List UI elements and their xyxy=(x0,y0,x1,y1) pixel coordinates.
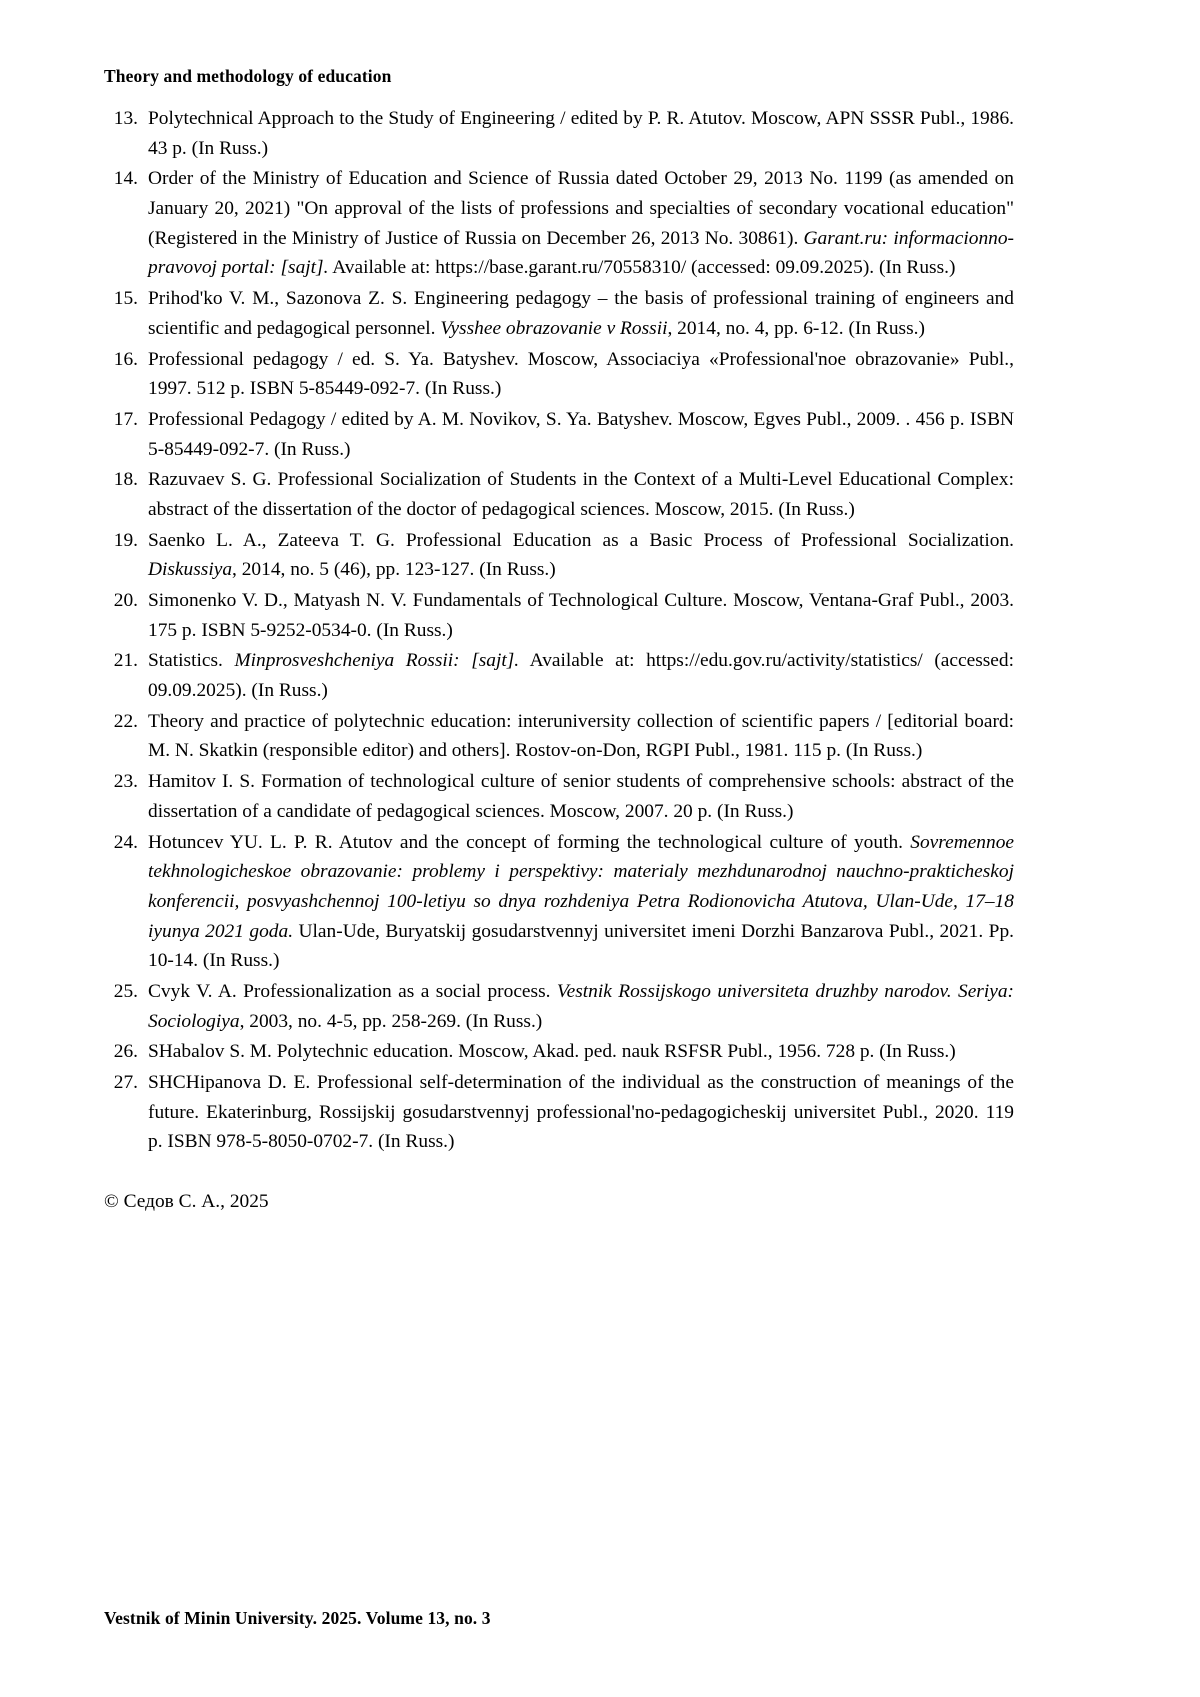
reference-text xyxy=(148,345,1014,404)
reference-text-run: Simonenko V. D., Matyash N. V. Fundamentals of Technological Culture. Moscow, Ventana-Graf Publ., 2003. 175 p. ISBN 5-9252-0534-0. (In Russ.) xyxy=(148,590,1014,641)
reference-text-run: Hotuncev YU. L. P. R. Atutov and the concept of forming the technological culture of youth. xyxy=(148,831,911,853)
reference-item xyxy=(104,405,1014,464)
reference-text-run: Theory and practice of polytechnic education: interuniversity collection of scientific papers / [editorial board: M. N. Skatkin (responsible editor) and others]. Rostov-on-Don, RGPI Publ., 1981. 115 p. (In Russ.) xyxy=(148,710,1014,762)
reference-text-run: Order of the Ministry of Education and Science of Russia dated October 29, 2013 No. 1199 (as amended on January 20, 2021) "On approval of the lists of professions and specialties of secondary vocational education" (Registered in the Ministry of Justice of Russia on December 26, 2013 No. 30861). xyxy=(148,168,1014,249)
reference-item xyxy=(104,1068,1014,1157)
reference-item xyxy=(104,526,1014,585)
reference-text-run: Hamitov I. S. Formation of technological culture of senior students of comprehensive schools: abstract of the dissertation of a candidate of pedagogical sciences. Moscow, 2007. 20 p. (In Russ.) xyxy=(148,771,1014,822)
reference-text xyxy=(148,707,1014,766)
reference-text xyxy=(148,405,1014,464)
reference-text xyxy=(148,526,1014,585)
reference-text-run: Professional pedagogy / ed. S. Ya. Batyshev. Moscow, Associaciya «Professional'noe obrazovanie» Publ., 1997. 512 p. ISBN 5-85449-092-7. (In Russ.) xyxy=(148,348,1014,400)
reference-item xyxy=(104,707,1014,766)
reference-text xyxy=(148,586,1014,645)
reference-item xyxy=(104,164,1014,283)
reference-text-run: Razuvaev S. G. Professional Socialization of Students in the Context of a Multi-Level Educational Complex: abstract of the dissertation of the doctor of pedagogical sciences. Moscow, 2015. (In Russ.) xyxy=(148,469,1014,520)
reference-text xyxy=(148,646,1014,705)
reference-text xyxy=(148,284,1014,343)
reference-source-italic: Vysshee obrazovanie v Rossii xyxy=(440,317,668,339)
reference-item xyxy=(104,977,1014,1036)
reference-text-run: , 2014, no. 5 (46), pp. 123-127. (In Russ.) xyxy=(232,559,556,581)
reference-text-run: , 2003, no. 4-5, pp. 258-269. (In Russ.) xyxy=(239,1010,543,1032)
reference-text xyxy=(148,164,1014,283)
reference-source-italic: Diskussiya xyxy=(148,559,233,581)
reference-text-run: Statistics. xyxy=(148,650,235,672)
reference-text-run: , 2014, no. 4, pp. 6-12. (In Russ.) xyxy=(667,317,925,339)
reference-text-run: Saenko L. A., Zateeva T. G. Professional Education as a Basic Process of Professional Socialization. xyxy=(148,529,1014,551)
reference-text-run: SHCHipanova D. E. Professional self-determination of the individual as the construction of meanings of the future. Ekaterinburg, Rossijskij gosudarstvennyj professional'no-pedagogicheskij universitet Publ., 2020. 119 p. ISBN 978-5-8050-0702-7. (In Russ.) xyxy=(148,1072,1014,1153)
reference-text xyxy=(148,828,1014,976)
reference-text-run: Prihod'ko V. M., Sazonova Z. S. Engineering pedagogy – the basis of professional training of engineers and scientific and pedagogical personnel. xyxy=(148,288,1014,339)
reference-source-italic: Minprosveshcheniya Rossii: [sajt]. xyxy=(234,650,520,672)
reference-item xyxy=(104,646,1014,705)
reference-source-italic: Vestnik Rossijskogo universiteta druzhby narodov. Seriya: Sociologiya xyxy=(148,980,1014,1032)
reference-text-run: Polytechnical Approach to the Study of Engineering / edited by P. R. Atutov. Moscow, APN SSSR Publ., 1986. 43 p. (In Russ.) xyxy=(148,108,1014,159)
reference-item xyxy=(104,284,1014,343)
running-header: Theory and methodology of education xyxy=(104,66,392,86)
reference-item xyxy=(104,767,1014,826)
references-section xyxy=(104,104,1014,1216)
reference-text-run: Cvyk V. A. Professionalization as a social process. xyxy=(148,980,557,1002)
running-footer: Vestnik of Minin University. 2025. Volume 13, no. 3 xyxy=(104,1608,491,1628)
reference-text xyxy=(148,465,1014,524)
reference-item xyxy=(104,586,1014,645)
reference-item xyxy=(104,828,1014,976)
reference-item xyxy=(104,104,1014,163)
reference-text-run: Available at: https://edu.gov.ru/activity/statistics/ (accessed: 09.09.2025). (In Russ.) xyxy=(148,650,1014,702)
copyright-line: © Седов С. А., 2025 xyxy=(104,1191,269,1213)
reference-text-run: Professional Pedagogy / edited by A. M. Novikov, S. Ya. Batyshev. Moscow, Egves Publ., 2009. . 456 p. ISBN 5-85449-092-7. (In Russ.) xyxy=(148,408,1014,460)
reference-source-italic: Garant.ru: informacionno-pravovoj portal: [sajt]. xyxy=(148,227,1015,279)
reference-item xyxy=(104,345,1014,404)
reference-text xyxy=(148,1037,1014,1067)
reference-text-run: SHabalov S. M. Polytechnic education. Moscow, Akad. ped. nauk RSFSR Publ., 1956. 728 p. (In Russ.) xyxy=(148,1041,956,1063)
reference-text xyxy=(148,1068,1014,1157)
reference-text xyxy=(148,104,1014,163)
reference-text xyxy=(148,767,1014,826)
reference-item xyxy=(104,1037,1014,1067)
reference-text-run: Available at: https://base.garant.ru/70558310/ (accessed: 09.09.2025). (In Russ.) xyxy=(328,257,956,279)
reference-list xyxy=(104,104,1014,1157)
reference-source-italic: Sovremennoe tekhnologicheskoe obrazovanie: problemy i perspektivy: materialy mezhdunarodnoj nauchno-prakticheskoj konferencii, posvyashchennoj 100-letiyu so dnya rozhdeniya Petra Rodionovicha Atutova, Ulan-Ude, 17–18 iyunya 2021 goda. xyxy=(148,831,1014,942)
reference-item xyxy=(104,465,1014,524)
reference-text-run: Ulan-Ude, Buryatskij gosudarstvennyj universitet imeni Dorzhi Banzarova Publ., 2021. Pp. 10-14. (In Russ.) xyxy=(148,920,1014,972)
reference-text xyxy=(148,977,1014,1036)
